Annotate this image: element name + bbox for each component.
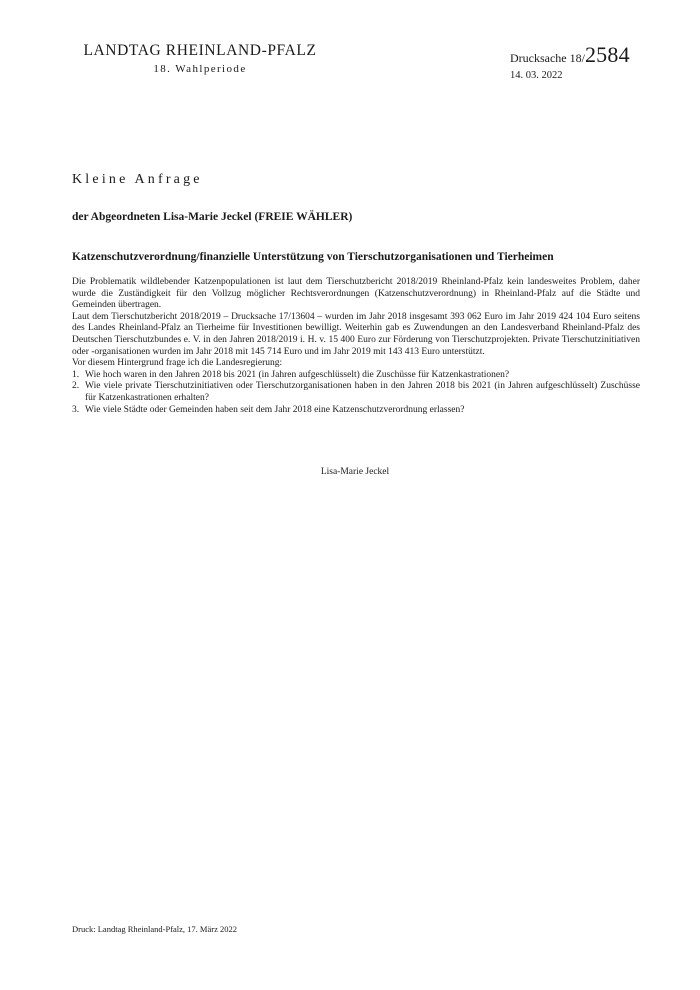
- body-paragraph: Laut dem Tierschutzbericht 2018/2019 – Drucksache 17/13604 – wurden im Jahr 2018 insgesamt 393 062 Euro im Jahr 2019 424 104 Euro seitens des Landes Rheinland-Pfalz an Tierheime für Investitionen bewilligt. Weiterhin gab es Zuwendungen an den Landesverband Rheinland-Pfalz des Deutschen Tierschutzbundes e. V. in den Jahren 2018/2019 i. H. v. 15 400 Euro zur Förderung von Tierschutzprojekten. Private Tierschutzinitiativen oder -organisationen wurden im Jahr 2018 mit 145 714 Euro und im Jahr 2019 mit 143 413 Euro unterstützt.: [72, 311, 640, 357]
- body-paragraph: Vor diesem Hintergrund frage ich die Landesregierung:: [72, 358, 283, 369]
- question-text: Wie hoch waren in den Jahren 2018 bis 2021 (in Jahren aufgeschlüsselt) die Zuschüsse für Katzenkastrationen?: [85, 369, 510, 380]
- parliament-header: [70, 42, 330, 77]
- document-body: [72, 277, 640, 416]
- question-number: 3.: [72, 404, 80, 415]
- question-item: [72, 381, 640, 404]
- document-reference: [510, 44, 670, 82]
- body-paragraph: Die Problematik wildlebender Katzenpopulationen ist laut dem Tierschutzbericht 2018/2019 Rheinland-Pfalz kein landesweites Problem, daher wurde die Zuständigkeit für den Vollzug möglicher Rechtsverordnungen (Katzenschutzverordnung) in Rheinland-Pfalz auf die Städte und Gemeinden übertragen.: [72, 277, 640, 311]
- question-text: Wie viele Städte oder Gemeinden haben seit dem Jahr 2018 eine Katzenschutzverordnung erlassen?: [85, 404, 465, 415]
- document-date: 14. 03. 2022: [510, 70, 563, 81]
- drucksache-number: 2584: [584, 42, 630, 67]
- print-footer: Druck: Landtag Rheinland-Pfalz, 17. März 2022: [72, 924, 237, 934]
- parliament-name: LANDTAG RHEINLAND-PFALZ: [83, 42, 317, 59]
- question-number: 1.: [72, 369, 80, 380]
- signature: Lisa-Marie Jeckel: [320, 467, 390, 477]
- question-item: [72, 370, 640, 382]
- author-line: der Abgeordneten Lisa-Marie Jeckel (FREIE WÄHLER): [72, 211, 353, 223]
- document-title: Katzenschutzverordnung/finanzielle Unterstützung von Tierschutzorganisationen und Tierheimen: [72, 251, 554, 263]
- question-item: [72, 405, 640, 417]
- electoral-period: 18. Wahlperiode: [153, 63, 247, 75]
- document-type: Kleine Anfrage: [72, 172, 203, 187]
- question-number: 2.: [72, 381, 80, 392]
- drucksache-line: [510, 44, 670, 69]
- drucksache-label: Drucksache 18/: [510, 51, 585, 65]
- question-list: [72, 370, 640, 416]
- question-text: Wie viele private Tierschutzinitiativen oder Tierschutzorganisationen haben in den Jahren 2018 bis 2021 (in Jahren aufgeschlüsselt) Zuschüsse für Katzenkastrationen erhalten?: [85, 381, 640, 403]
